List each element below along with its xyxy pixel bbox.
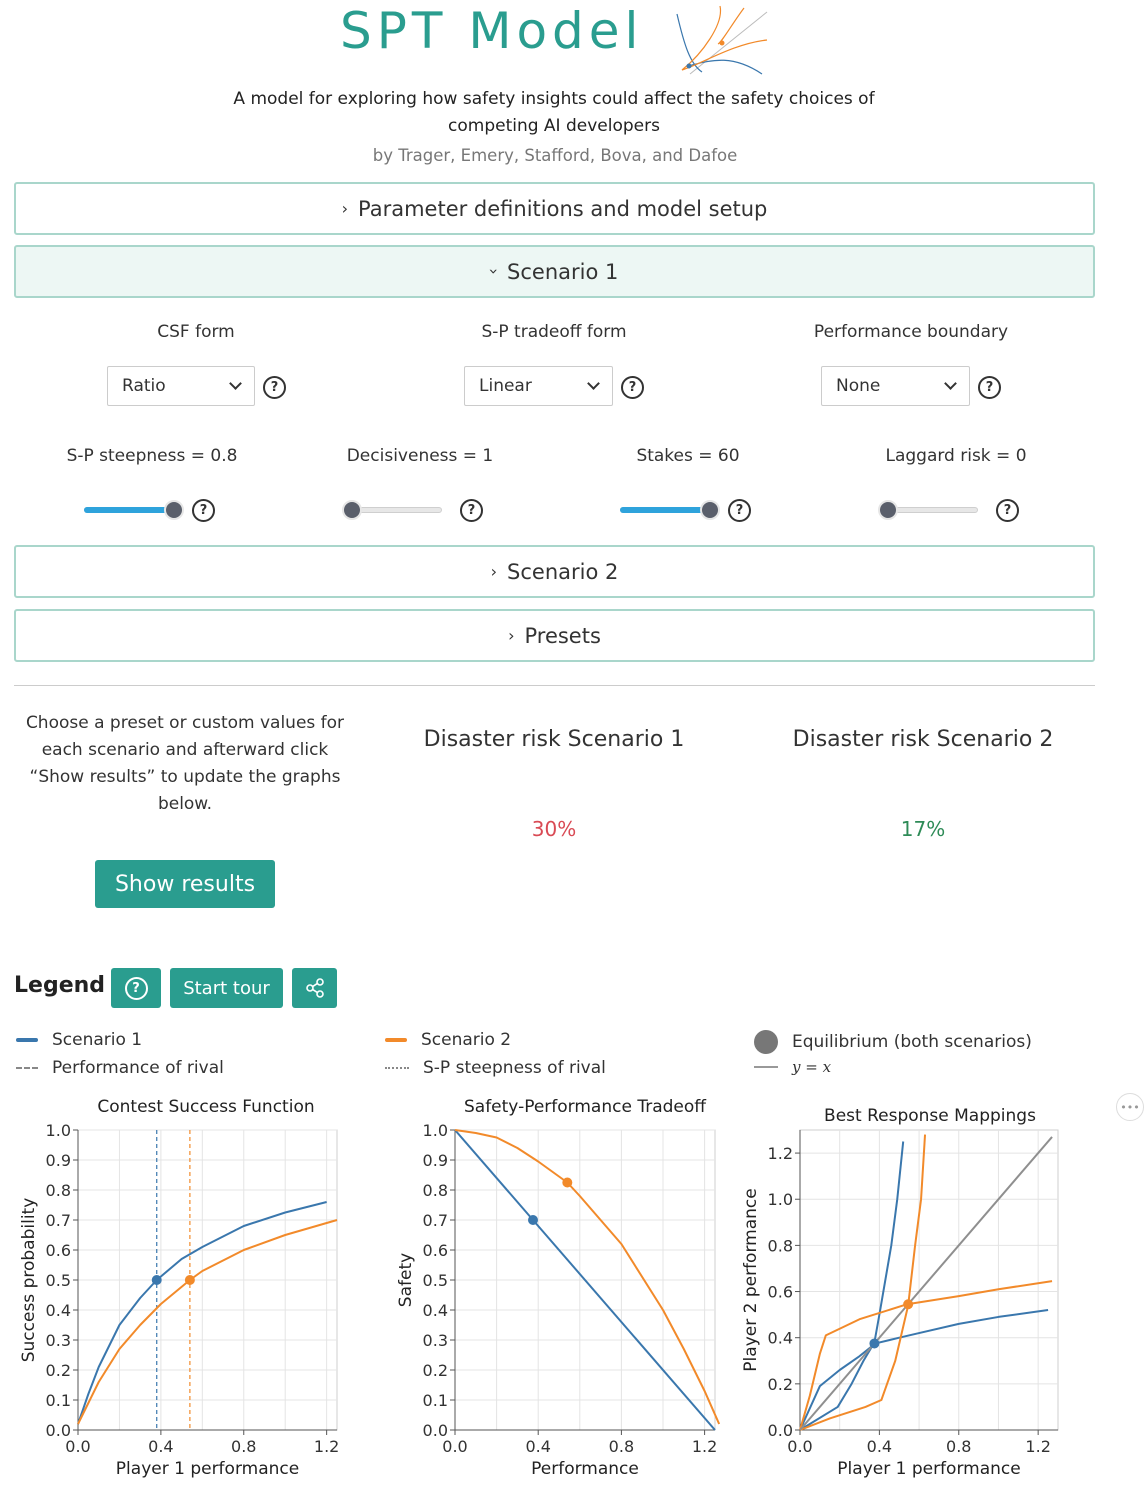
x-tick-label: 0.8 <box>231 1437 257 1456</box>
subtitle: A model for exploring how safety insights could affect the safety choices of competing AI developers <box>233 89 875 136</box>
chevron-right-icon: › <box>341 199 348 218</box>
chevron-right-icon: › <box>508 626 515 645</box>
contest-success-function-chart <box>10 1090 350 1485</box>
slider-fill <box>620 507 710 513</box>
sp-tradeoff-help-icon[interactable]: ? <box>621 376 644 399</box>
y-tick-label: 0.2 <box>767 1374 793 1394</box>
x-tick-label: 1.2 <box>691 1437 718 1456</box>
chevron-down-icon <box>229 377 242 390</box>
legend-label: Scenario 1 <box>52 1030 143 1050</box>
equilibrium-point <box>528 1215 538 1225</box>
sp-steepness-help-icon[interactable]: ? <box>192 499 215 522</box>
identity-line-swatch <box>754 1066 778 1068</box>
disaster-risk-scenario-2-value: 17% <box>900 817 946 841</box>
y-tick-label: 0.1 <box>45 1391 71 1410</box>
legend-label: Equilibrium (both scenarios) <box>792 1032 1032 1052</box>
stakes-label: Stakes = 60 <box>636 446 740 466</box>
accordion-scenario-2[interactable] <box>14 545 1095 598</box>
legend-label: y = x <box>792 1058 832 1076</box>
sp-tradeoff-form-value: Linear <box>479 376 532 396</box>
share-button[interactable] <box>292 968 337 1008</box>
safety-performance-tradeoff-chart <box>385 1090 725 1485</box>
sp-tradeoff-form-select[interactable] <box>464 366 613 406</box>
legend-item-scenario-2 <box>385 1030 511 1050</box>
equilibrium-point <box>869 1338 879 1348</box>
accordion-scenario-1[interactable] <box>14 245 1095 298</box>
y-tick-label: 0.7 <box>45 1211 71 1230</box>
accordion-label: Scenario 1 <box>507 259 619 284</box>
legend-label: Scenario 2 <box>421 1030 512 1050</box>
y-tick-label: 0.0 <box>767 1421 793 1440</box>
y-tick-label: 0.6 <box>422 1241 448 1260</box>
y-tick-label: 1.0 <box>422 1121 448 1140</box>
page-header <box>0 0 1144 175</box>
dashed-line-swatch <box>16 1067 38 1069</box>
laggard-risk-label: Laggard risk = 0 <box>885 446 1027 466</box>
start-tour-button[interactable]: Start tour <box>170 968 283 1008</box>
slider-handle[interactable] <box>878 500 898 520</box>
help-icon: ? <box>125 977 148 1000</box>
y-tick-label: 0.9 <box>422 1151 448 1170</box>
y-tick-label: 0.3 <box>45 1331 71 1350</box>
sp-steepness-label: S-P steepness = 0.8 <box>66 446 238 466</box>
disaster-risk-scenario-1-title: Disaster risk Scenario 1 <box>423 727 685 752</box>
x-tick-label: 0.4 <box>148 1437 174 1456</box>
y-tick-label: 0.3 <box>422 1331 448 1350</box>
y-axis-label: Safety <box>396 1252 416 1308</box>
equilibrium-point <box>903 1299 913 1309</box>
legend-item-equilibrium <box>754 1030 1032 1054</box>
legend-title: Legend <box>14 973 106 998</box>
slider-handle[interactable] <box>164 500 184 520</box>
decisiveness-slider[interactable] <box>352 499 450 521</box>
laggard-risk-help-icon[interactable]: ? <box>996 499 1019 522</box>
dotted-line-swatch <box>385 1067 409 1069</box>
equilibrium-point <box>562 1178 572 1188</box>
y-tick-label: 0.0 <box>45 1421 71 1440</box>
y-tick-label: 0.4 <box>422 1301 448 1320</box>
legend-label: Performance of rival <box>52 1058 224 1078</box>
y-tick-label: 0.5 <box>45 1271 71 1290</box>
scenario-1-swatch <box>16 1038 38 1042</box>
y-tick-label: 0.1 <box>422 1391 448 1410</box>
share-icon <box>304 977 326 999</box>
csf-form-label: CSF form <box>157 322 235 342</box>
x-tick-label: 0.4 <box>866 1437 893 1456</box>
performance-boundary-value: None <box>836 376 881 396</box>
chevron-down-icon <box>944 377 957 390</box>
accordion-label: Parameter definitions and model setup <box>358 196 768 221</box>
slider-track <box>352 507 442 513</box>
y-tick-label: 0.6 <box>767 1282 793 1302</box>
slider-handle[interactable] <box>342 500 362 520</box>
y-tick-label: 0.8 <box>45 1181 71 1200</box>
x-tick-label: 0.0 <box>442 1437 468 1456</box>
sp-steepness-slider[interactable] <box>84 499 182 521</box>
x-axis-label: Player 1 performance <box>837 1459 1021 1479</box>
results-instructions: Choose a preset or custom values for each scenario and afterward click “Show results” to update the graphs below. <box>25 713 345 814</box>
chevron-down-icon: › <box>484 268 504 275</box>
y-tick-label: 0.6 <box>45 1241 71 1260</box>
y-tick-label: 1.0 <box>767 1190 793 1210</box>
disaster-risk-scenario-2-title: Disaster risk Scenario 2 <box>792 727 1054 752</box>
section-divider <box>14 685 1095 686</box>
x-tick-label: 0.0 <box>787 1437 813 1456</box>
x-tick-label: 0.0 <box>65 1437 91 1456</box>
authors-line: by Trager, Emery, Stafford, Bova, and Dafoe <box>372 146 738 165</box>
y-tick-label: 0.2 <box>422 1361 448 1380</box>
y-tick-label: 0.9 <box>45 1151 71 1170</box>
chevron-right-icon: › <box>490 562 498 581</box>
sp-tradeoff-form-label: S-P tradeoff form <box>481 322 627 342</box>
y-tick-label: 0.4 <box>45 1301 71 1320</box>
x-axis-label: Performance <box>531 1459 639 1479</box>
logo-graphic-icon <box>672 4 772 78</box>
chart-title: Best Response Mappings <box>824 1106 1036 1126</box>
y-tick-label: 1.0 <box>45 1121 71 1140</box>
stakes-help-icon[interactable]: ? <box>728 499 751 522</box>
legend-item-scenario-1 <box>16 1030 142 1050</box>
y-tick-label: 0.8 <box>767 1236 793 1256</box>
x-tick-label: 1.2 <box>313 1437 340 1456</box>
app-title: SPT Model <box>340 2 644 60</box>
y-tick-label: 0.8 <box>422 1181 448 1200</box>
laggard-risk-slider[interactable] <box>888 499 986 521</box>
slider-track <box>888 507 978 513</box>
y-tick-label: 0.2 <box>45 1361 71 1380</box>
legend-item-sp-steepness-of-rival <box>385 1058 606 1078</box>
stakes-slider[interactable] <box>620 499 718 521</box>
y-tick-label: 0.4 <box>767 1328 793 1348</box>
performance-boundary-help-icon[interactable]: ? <box>978 376 1001 399</box>
accordion-parameter-definitions[interactable] <box>14 182 1095 235</box>
csf-help-icon[interactable]: ? <box>263 376 286 399</box>
x-axis-label: Player 1 performance <box>115 1459 300 1479</box>
slider-fill <box>84 507 174 513</box>
show-results-button[interactable]: Show results <box>95 860 275 908</box>
equilibrium-point <box>185 1275 195 1285</box>
y-tick-label: 0.0 <box>422 1421 448 1440</box>
accordion-label: Scenario 2 <box>507 559 619 584</box>
csf-form-value: Ratio <box>122 376 166 396</box>
y-axis-label: Success probability <box>19 1197 39 1363</box>
decisiveness-help-icon[interactable]: ? <box>460 499 483 522</box>
chevron-down-icon <box>587 377 600 390</box>
legend-item-performance-of-rival <box>16 1058 224 1078</box>
y-tick-label: 0.5 <box>422 1271 448 1290</box>
equilibrium-point <box>152 1275 162 1285</box>
x-tick-label: 0.4 <box>525 1437 551 1456</box>
disaster-risk-scenario-1-value: 30% <box>531 817 577 841</box>
more-options-icon[interactable]: ••• <box>1116 1093 1144 1121</box>
scenario-2-swatch <box>385 1038 407 1042</box>
performance-boundary-label: Performance boundary <box>813 322 1009 342</box>
legend-item-identity-line <box>754 1058 831 1076</box>
decisiveness-label: Decisiveness = 1 <box>346 446 494 466</box>
y-tick-label: 1.2 <box>767 1144 793 1164</box>
x-tick-label: 0.8 <box>946 1437 972 1456</box>
best-response-mappings-chart <box>735 1090 1070 1485</box>
x-tick-label: 0.8 <box>608 1437 635 1456</box>
equilibrium-marker-icon <box>754 1030 778 1054</box>
legend-label: S-P steepness of rival <box>423 1058 606 1078</box>
chart-title: Contest Success Function <box>97 1097 315 1117</box>
performance-boundary-select[interactable] <box>821 366 970 406</box>
legend-help-button[interactable] <box>111 968 161 1008</box>
chart-title: Safety-Performance Tradeoff <box>463 1097 707 1117</box>
y-axis-label: Player 2 performance <box>741 1188 761 1372</box>
y-tick-label: 0.7 <box>422 1211 448 1230</box>
accordion-label: Presets <box>524 623 601 648</box>
accordion-presets[interactable] <box>14 609 1095 662</box>
csf-form-select[interactable] <box>107 366 255 406</box>
slider-handle[interactable] <box>700 500 720 520</box>
x-tick-label: 1.2 <box>1025 1437 1051 1456</box>
